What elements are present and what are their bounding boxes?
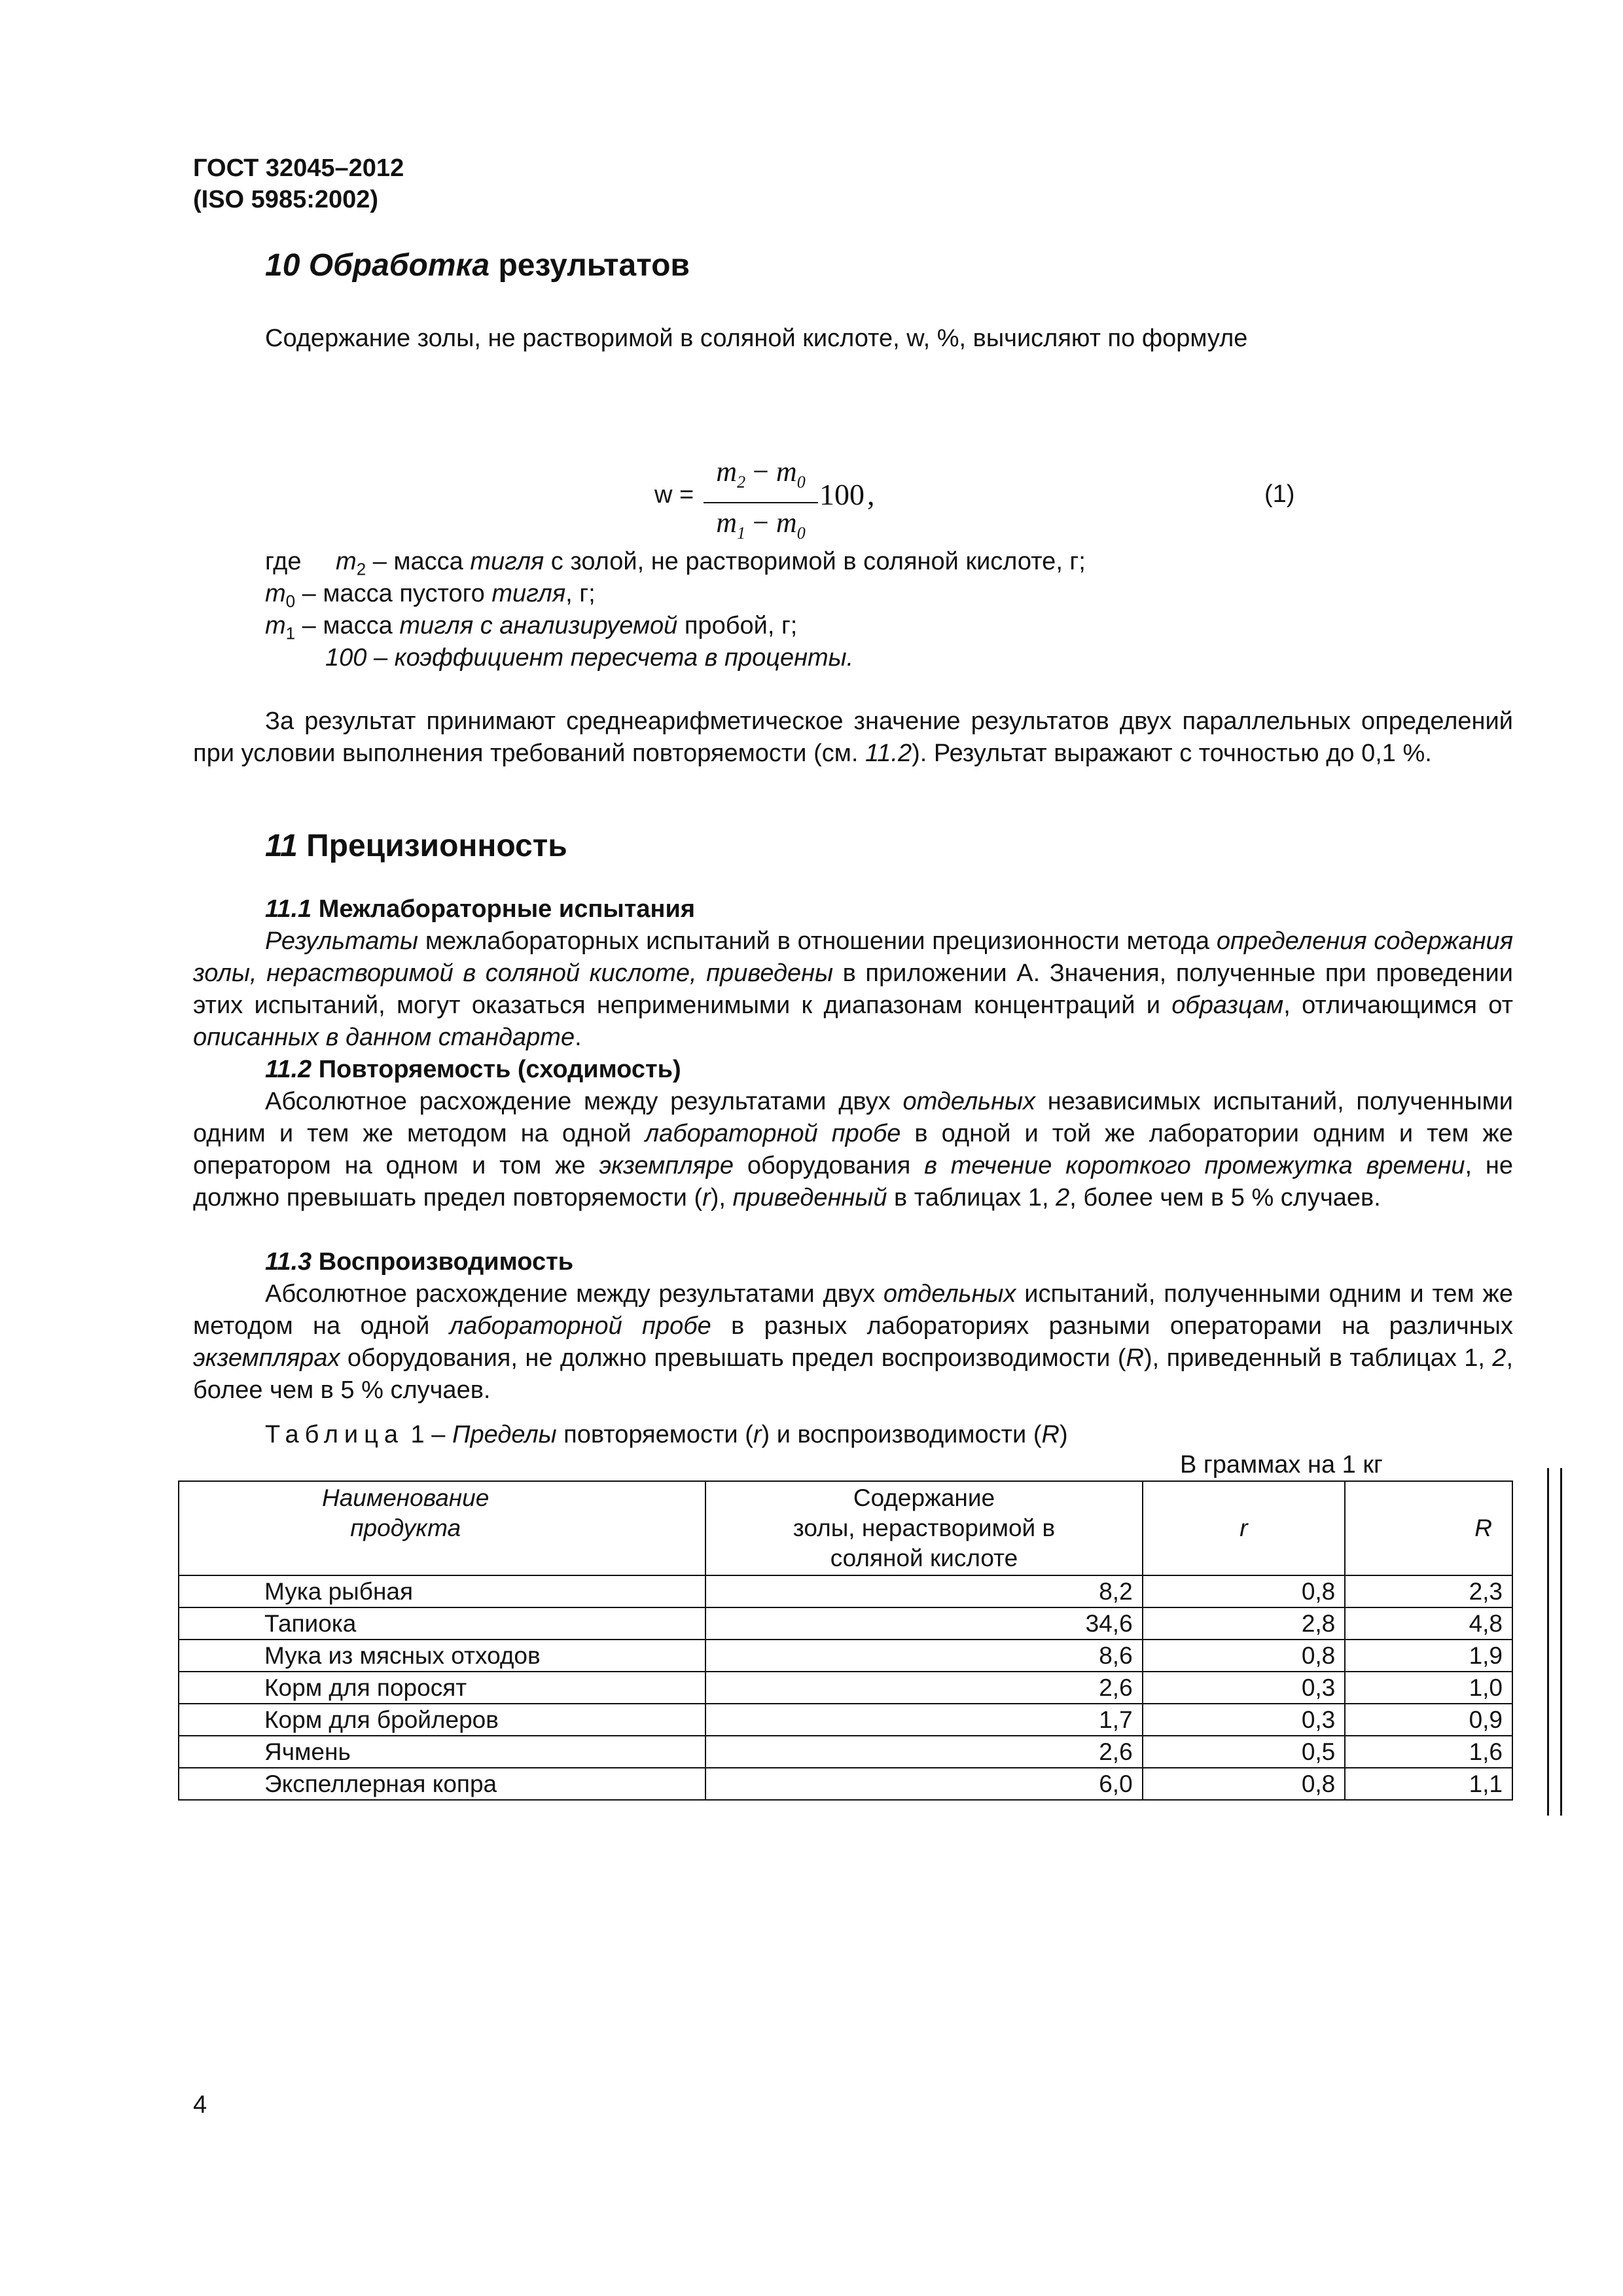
where-line-1-text-a: – масса bbox=[366, 548, 471, 575]
subsection-11-1-paragraph bbox=[193, 925, 1513, 1054]
s113-text-7: оборудования, не должно превышать предел воспроизводимости ( bbox=[340, 1344, 1126, 1372]
s112-text-6: экземпляре bbox=[599, 1152, 734, 1179]
row-r: 2,8 bbox=[1143, 1607, 1346, 1640]
s112-text-1: Абсолютное расхождение между результатами двух bbox=[265, 1088, 903, 1115]
table-row bbox=[179, 1736, 1512, 1768]
row-r: 0,3 bbox=[1143, 1672, 1346, 1704]
table-row bbox=[179, 1704, 1512, 1736]
s111-text-6: , отличающимся от bbox=[1283, 992, 1513, 1019]
s111-text-8: . bbox=[575, 1024, 582, 1051]
caption-R: R bbox=[1041, 1421, 1060, 1448]
subsection-11-3-paragraph bbox=[193, 1278, 1513, 1407]
row-content: 8,6 bbox=[705, 1640, 1142, 1672]
table-row bbox=[179, 1607, 1512, 1640]
den-minus: − bbox=[745, 506, 776, 539]
where-m1-symbol: m bbox=[265, 612, 286, 639]
header-r: r bbox=[1143, 1481, 1346, 1575]
subsection-11-3-number: 11.3 bbox=[265, 1248, 312, 1276]
where-line-2-text-a: – масса пустого bbox=[295, 580, 492, 607]
row-r: 0,8 bbox=[1143, 1640, 1346, 1672]
row-content: 8,2 bbox=[705, 1575, 1142, 1607]
formula-label: (1) bbox=[1264, 480, 1295, 508]
row-R: 1,1 bbox=[1345, 1768, 1512, 1800]
num-m2-symbol: m bbox=[716, 456, 738, 488]
table-row bbox=[179, 1640, 1512, 1672]
subsection-11-2-heading bbox=[265, 1054, 681, 1086]
row-product: Ячмень bbox=[179, 1736, 705, 1768]
change-bar-left bbox=[1547, 1468, 1549, 1816]
caption-text-a: повторяемости ( bbox=[556, 1421, 753, 1448]
s112-text-4: лабораторной пробе bbox=[645, 1120, 901, 1147]
num-m0-symbol: m bbox=[776, 456, 797, 488]
where-line-1-text-it: тигля bbox=[470, 548, 544, 575]
table-1-caption bbox=[265, 1419, 1068, 1451]
table-1 bbox=[178, 1480, 1513, 1801]
header-content-line-3: соляной кислоте bbox=[830, 1545, 1018, 1571]
subsection-11-3-title: Воспроизводимость bbox=[312, 1248, 574, 1276]
document-header bbox=[193, 152, 404, 215]
row-r: 0,3 bbox=[1143, 1704, 1346, 1736]
row-content: 34,6 bbox=[705, 1607, 1142, 1640]
formula-factor: 100 bbox=[819, 478, 865, 511]
s111-text-5: образцам bbox=[1171, 992, 1284, 1019]
where-line-2-text-it: тигля bbox=[491, 580, 566, 607]
row-product: Тапиока bbox=[179, 1607, 705, 1640]
row-product: Мука из мясных отходов bbox=[179, 1640, 705, 1672]
s112-text-5: в одной и той же лаборатории одним и тем же оператором на одном и том же bbox=[193, 1120, 1513, 1179]
s113-text-5: в разных лабораториях разными операторами на различных bbox=[711, 1312, 1513, 1340]
where-line-2-text-b: , г; bbox=[565, 580, 596, 607]
caption-italic: Пределы bbox=[452, 1421, 557, 1448]
row-product: Корм для бройлеров bbox=[179, 1704, 705, 1736]
iso-code: (ISO 5985:2002) bbox=[193, 186, 379, 213]
section-11-title: Прецизионность bbox=[297, 829, 567, 863]
where-line-3-text-b: пробой, г; bbox=[677, 612, 798, 639]
formula-numerator bbox=[704, 455, 818, 499]
formula-comma: , bbox=[867, 478, 875, 511]
table-row bbox=[179, 1768, 1512, 1800]
caption-number: 1 – bbox=[404, 1421, 452, 1448]
row-R: 1,9 bbox=[1345, 1640, 1512, 1672]
section-10-number: 10 Обработка bbox=[265, 248, 490, 283]
num-m0-sub: 0 bbox=[796, 472, 806, 492]
header-content bbox=[705, 1481, 1142, 1575]
row-product: Мука рыбная bbox=[179, 1575, 705, 1607]
s112-text-15: , более чем в 5 % случаев. bbox=[1069, 1184, 1381, 1211]
s113-text-2: отдельных bbox=[883, 1280, 1016, 1308]
s113-text-11: , более чем в 5 % случаев. bbox=[193, 1344, 1513, 1404]
where-line-1-text-b: с золой, не растворимой в соляной кислоте, г; bbox=[544, 548, 1086, 575]
where-line-4: 100 – коэффициент пересчета в проценты. bbox=[325, 644, 854, 672]
row-content: 2,6 bbox=[705, 1736, 1142, 1768]
den-m0-symbol: m bbox=[776, 506, 797, 539]
where-line-3-text-it: тигля с анализируемой bbox=[399, 612, 678, 639]
row-content: 6,0 bbox=[705, 1768, 1142, 1800]
row-r: 0,8 bbox=[1143, 1575, 1346, 1607]
s112-text-3: независимых испытаний, полученными одним и тем же методом на одной bbox=[193, 1088, 1513, 1147]
subsection-11-1-number: 11.1 bbox=[265, 895, 312, 923]
header-content-line-1: Содержание bbox=[853, 1484, 995, 1511]
s111-text-3: определения содержания золы, нерастворимой в соляной кислоте, приведены bbox=[193, 927, 1513, 987]
row-r: 0,8 bbox=[1143, 1768, 1346, 1800]
subsection-11-1-heading bbox=[265, 893, 695, 925]
s112-text-9: , не должно превышать предел повторяемости ( bbox=[193, 1152, 1513, 1211]
den-m1-sub: 1 bbox=[737, 523, 746, 543]
s112-text-13: в таблицах 1, bbox=[887, 1184, 1056, 1211]
s113-text-3: испытаний, полученными одним и тем же методом на одной bbox=[193, 1280, 1513, 1340]
subsection-11-2-title: Повторяемость (сходимость) bbox=[312, 1056, 681, 1083]
where-m1-sub: 1 bbox=[285, 623, 296, 643]
header-product-line-1: Наименование bbox=[321, 1484, 490, 1511]
where-m0-sub: 0 bbox=[285, 591, 296, 611]
formula-denominator bbox=[704, 506, 818, 550]
s111-text-1: Результаты bbox=[265, 927, 418, 955]
caption-r: r bbox=[753, 1421, 762, 1448]
page-number: 4 bbox=[193, 2091, 207, 2119]
header-product bbox=[179, 1481, 705, 1575]
s112-text-14: 2 bbox=[1056, 1184, 1070, 1211]
num-m2-sub: 2 bbox=[737, 472, 746, 492]
s113-text-10: 2 bbox=[1492, 1344, 1507, 1372]
row-R: 2,3 bbox=[1345, 1575, 1512, 1607]
subsection-11-2-number: 11.2 bbox=[265, 1056, 312, 1083]
s112-text-10: r bbox=[702, 1184, 711, 1211]
where-prefix: где bbox=[265, 548, 302, 575]
s112-text-2: отдельных bbox=[902, 1088, 1036, 1115]
s113-text-1: Абсолютное расхождение между результатами двух bbox=[265, 1280, 883, 1308]
caption-text-b: ) и воспроизводимости ( bbox=[761, 1421, 1042, 1448]
row-content: 2,6 bbox=[705, 1672, 1142, 1704]
where-m2-sub: 2 bbox=[356, 559, 366, 579]
result-text-a: За результат принимают среднеарифметическое значение результатов двух параллельных определений при условии выполнения требований повторяемости (см. bbox=[193, 708, 1513, 767]
row-r: 0,5 bbox=[1143, 1736, 1346, 1768]
s111-text-4: в приложении А. Значения, полученные при проведении этих испытаний, могут оказаться неприменимыми к диапазонам концентраций и bbox=[193, 960, 1513, 1019]
header-R: R bbox=[1345, 1481, 1512, 1575]
s113-text-9: ), приведенный в таблицах 1, bbox=[1143, 1344, 1493, 1372]
where-m0-symbol: m bbox=[265, 580, 286, 607]
num-minus: − bbox=[745, 456, 776, 488]
formula-1 bbox=[654, 455, 1243, 543]
s112-text-8: в течение короткого промежутка времени bbox=[924, 1152, 1465, 1179]
s113-text-4: лабораторной пробе bbox=[449, 1312, 711, 1340]
row-product: Экспеллерная копра bbox=[179, 1768, 705, 1800]
s111-text-2: межлабораторных испытаний в отношении прецизионности метода bbox=[418, 927, 1217, 955]
section-10-title: результатов bbox=[490, 248, 690, 283]
header-product-line-2: продукта bbox=[350, 1515, 461, 1541]
result-paragraph bbox=[193, 706, 1513, 770]
table-row bbox=[179, 1672, 1512, 1704]
row-R: 4,8 bbox=[1345, 1607, 1512, 1640]
where-m2-symbol: m bbox=[336, 548, 357, 575]
caption-label: Таблица bbox=[265, 1421, 404, 1448]
subsection-11-2-paragraph bbox=[193, 1086, 1513, 1214]
standard-code: ГОСТ 32045–2012 bbox=[193, 154, 404, 182]
caption-text-c: ) bbox=[1059, 1421, 1068, 1448]
fraction-bar bbox=[704, 502, 818, 503]
section-11-heading bbox=[265, 828, 567, 864]
row-content: 1,7 bbox=[705, 1704, 1142, 1736]
section-10-intro: Содержание золы, не растворимой в соляной кислоте, w, %, вычисляют по формуле bbox=[265, 325, 1248, 352]
row-product: Корм для поросят bbox=[179, 1672, 705, 1704]
section-10-heading bbox=[265, 247, 690, 283]
change-bar-right bbox=[1560, 1468, 1562, 1816]
table-row bbox=[179, 1575, 1512, 1607]
den-m0-sub: 0 bbox=[796, 523, 806, 543]
section-11-number: 11 bbox=[265, 829, 298, 863]
s111-text-7: описанных в данном стандарте bbox=[193, 1024, 575, 1051]
table-1-units: В граммах на 1 кг bbox=[1180, 1451, 1383, 1479]
s113-text-6: экземплярах bbox=[193, 1344, 340, 1372]
formula-fraction bbox=[704, 455, 818, 550]
s113-text-8: R bbox=[1126, 1344, 1144, 1372]
s112-text-7: оборудования bbox=[734, 1152, 925, 1179]
row-R: 0,9 bbox=[1345, 1704, 1512, 1736]
header-content-line-2: золы, нерастворимой в bbox=[793, 1515, 1056, 1541]
table-header-row bbox=[179, 1481, 1512, 1575]
subsection-11-1-title: Межлабораторные испытания bbox=[312, 895, 695, 923]
den-m1-symbol: m bbox=[716, 506, 738, 539]
row-R: 1,6 bbox=[1345, 1736, 1512, 1768]
row-R: 1,0 bbox=[1345, 1672, 1512, 1704]
subsection-11-3-heading bbox=[265, 1246, 573, 1278]
result-ref: 11.2 bbox=[865, 740, 912, 767]
s112-text-12: приведенный bbox=[732, 1184, 887, 1211]
result-text-b: ). Результат выражают с точностью до 0,1 %. bbox=[912, 740, 1432, 767]
where-line-3-text-a: – масса bbox=[295, 612, 400, 639]
formula-lhs: w = bbox=[654, 481, 694, 509]
s112-text-11: ), bbox=[710, 1184, 733, 1211]
